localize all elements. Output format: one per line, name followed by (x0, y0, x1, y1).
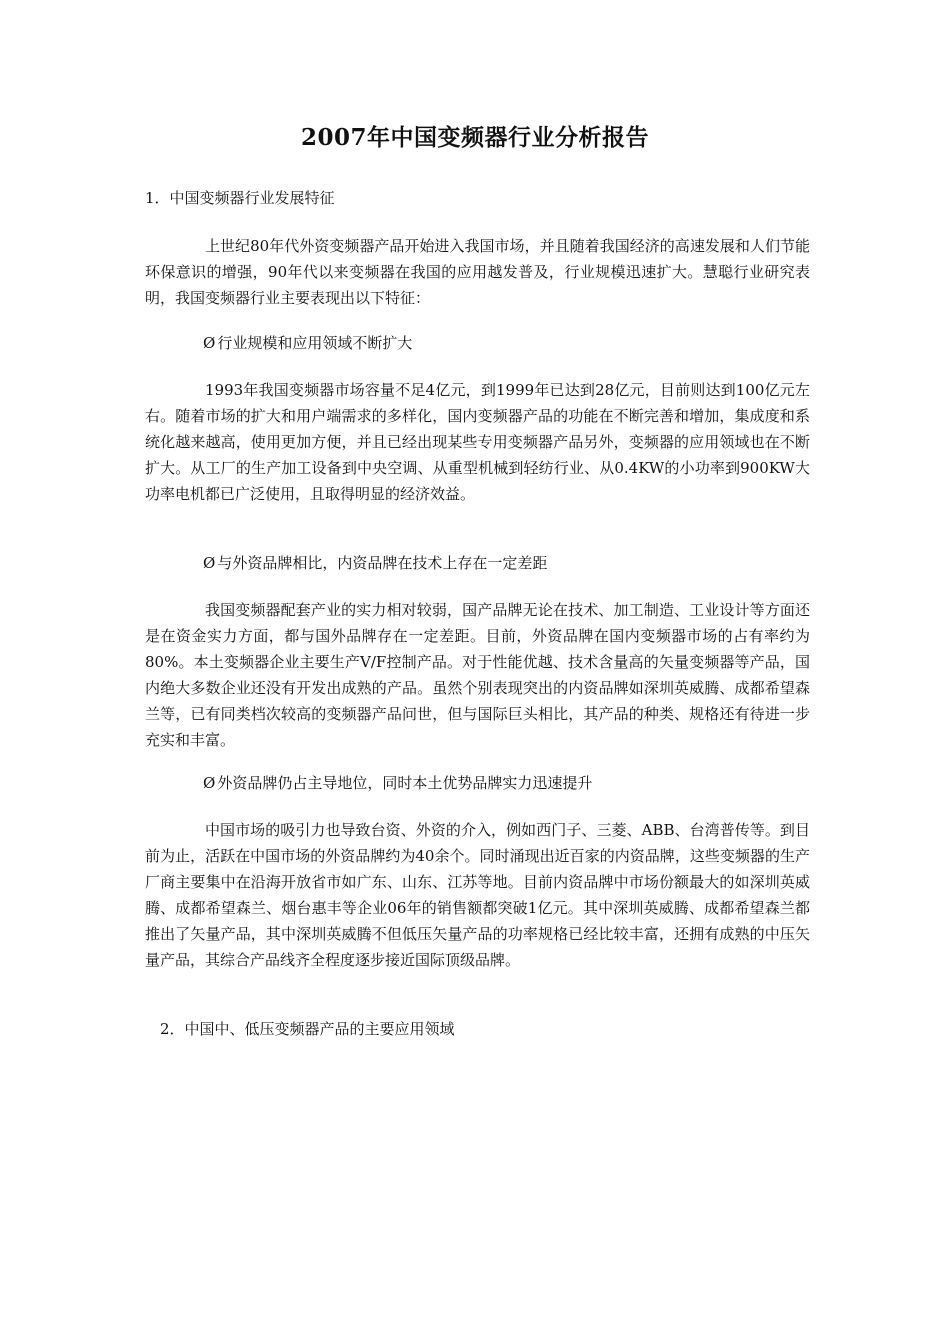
bullet-mark: Ø (203, 774, 216, 792)
paragraph-2: 我国变频器配套产业的实力相对较弱，国产品牌无论在技术、加工制造、工业设计等方面还是在资金实力方面，都与国外品牌存在一定差距。目前，外资品牌在国内变频器市场的占有率约为80%。本土变频器企业主要生产V/F控制产品。对于性能优越、技术含量高的矢量变频器等产品，国内绝大多数企业还没有开发出成熟的产品。虽然个别表现突出的内资品牌如深圳英威腾、成都希望森兰等，已有同类档次较高的变频器产品问世，但与国际巨头相比，其产品的种类、规格还有待进一步充实和丰富。 (145, 601, 810, 749)
intro-paragraph: 上世纪80年代外资变频器产品开始进入我国市场，并且随着我国经济的高速发展和人们节能环保意识的增强，90年代以来变频器在我国的应用越发普及，行业规模迅速扩大。慧聪行业研究表明，我国变频器行业主要表现出以下特征： (145, 237, 810, 307)
bullet-item-2 (203, 550, 547, 576)
bullet-mark: Ø (203, 334, 216, 352)
paragraph-1: 1993年我国变频器市场容量不足4亿元，到1999年已达到28亿元，目前则达到100亿元左右。随着市场的扩大和用户端需求的多样化，国内变频器产品的功能在不断完善和增加，集成度和系统化越来越高，使用更加方便，并且已经出现某些专用变频器产品另外，变频器的应用领域也在不断扩大。从工厂的生产加工设备到中央空调、从重型机械到轻纺行业、从0.4KW的小功率到900KW大功率电机都已广泛使用，且取得明显的经济效益。 (145, 381, 810, 503)
section-1-heading: 1．中国变频器行业发展特征 (145, 189, 335, 207)
paragraph-3: 中国市场的吸引力也导致台资、外资的介入，例如西门子、三菱、ABB、台湾普传等。到目前为止，活跃在中国市场的外资品牌约为40余个。同时涌现出近百家的内资品牌，这些变频器的生产厂商主要集中在沿海开放省市如广东、山东、江苏等地。目前内资品牌中市场份额最大的如深圳英威腾、成都希望森兰、烟台惠丰等企业06年的销售额都突破1亿元。其中深圳英威腾、成都希望森兰都推出了矢量产品，其中深圳英威腾不但低压矢量产品的功率规格已经比较丰富，还拥有成熟的中压矢量产品，其综合产品线齐全程度逐步接近国际顶级品牌。 (145, 821, 810, 969)
bullet-item-1 (203, 330, 412, 356)
document-title: 2007年中国变频器行业分析报告 (300, 124, 649, 151)
bullet-item-3 (203, 770, 592, 796)
bullet-text: 行业规模和应用领域不断扩大 (217, 334, 413, 352)
bullet-text: 外资品牌仍占主导地位，同时本土优势品牌实力迅速提升 (217, 774, 593, 792)
bullet-text: 与外资品牌相比，内资品牌在技术上存在一定差距 (217, 554, 548, 572)
section-2-heading: 2．中国中、低压变频器产品的主要应用领域 (160, 1020, 455, 1038)
bullet-mark: Ø (203, 554, 216, 572)
